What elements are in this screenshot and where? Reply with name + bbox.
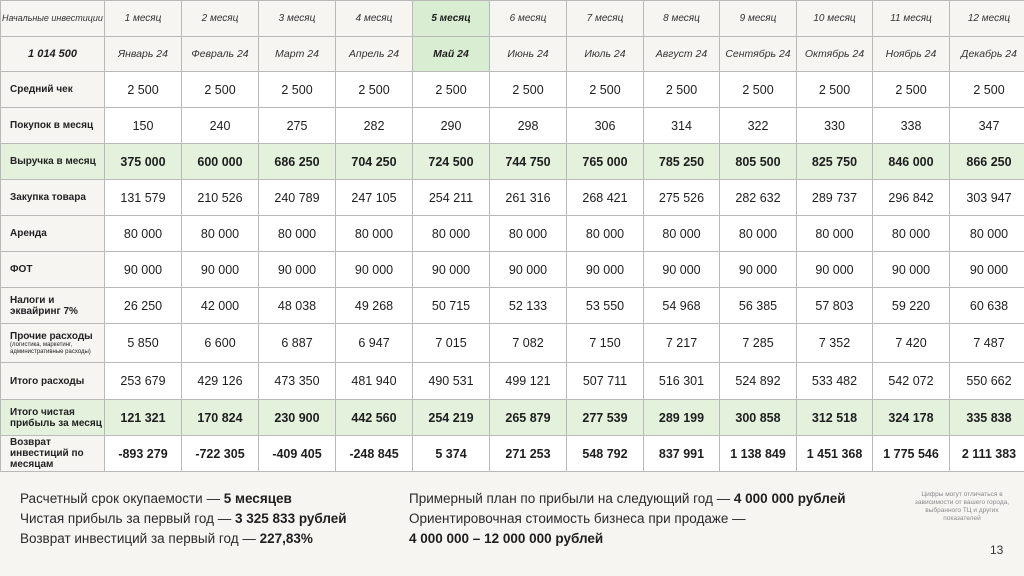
table-cell: 50 715 <box>413 288 490 324</box>
table-cell: 282 <box>336 108 413 144</box>
table-cell: 254 219 <box>413 400 490 436</box>
table-cell: 80 000 <box>720 216 797 252</box>
row-label <box>1 288 105 324</box>
table-row <box>1 180 1024 216</box>
table-cell: 2 500 <box>413 72 490 108</box>
table-cell: 481 940 <box>336 363 413 400</box>
table-cell: 5 374 <box>413 436 490 472</box>
month-number-cell: 10 месяц <box>797 1 873 37</box>
table-cell: 240 <box>182 108 259 144</box>
table-cell: 90 000 <box>950 252 1024 288</box>
row-label-text: Прочие расходы <box>10 330 93 342</box>
table-cell: 60 638 <box>950 288 1024 324</box>
month-number-cell: 8 месяц <box>644 1 720 37</box>
table-cell: 170 824 <box>182 400 259 436</box>
table-cell: 253 679 <box>105 363 182 400</box>
table-cell: 80 000 <box>644 216 720 252</box>
table-cell: -722 305 <box>182 436 259 472</box>
month-number-cell: 12 месяц <box>950 1 1024 37</box>
table-cell: -893 279 <box>105 436 182 472</box>
table-cell: 90 000 <box>182 252 259 288</box>
table-cell: 805 500 <box>720 144 797 180</box>
table-cell: 550 662 <box>950 363 1024 400</box>
month-number-cell: 11 месяц <box>873 1 950 37</box>
row-label-text: Итого расходы <box>10 375 85 387</box>
row-label <box>1 216 105 252</box>
disclaimer-note: Цифры могут отличаться в зависимости от вашего города, выбранного ТЦ и других показателей <box>914 491 1010 522</box>
table-cell: -248 845 <box>336 436 413 472</box>
table-row <box>1 108 1024 144</box>
table-cell: 90 000 <box>490 252 567 288</box>
row-label-text: Итого чистая прибыль за месяц <box>10 406 102 429</box>
table-cell: 90 000 <box>797 252 873 288</box>
table-cell: 59 220 <box>873 288 950 324</box>
table-cell: 150 <box>105 108 182 144</box>
table-cell: 338 <box>873 108 950 144</box>
business-value-label: Ориентировочная стоимость бизнеса при продаже — <box>409 511 746 526</box>
table-cell: 314 <box>644 108 720 144</box>
net-profit-line <box>20 509 347 529</box>
row-label <box>1 180 105 216</box>
month-number-cell: 6 месяц <box>490 1 567 37</box>
table-cell: 80 000 <box>259 216 336 252</box>
table-cell: 275 <box>259 108 336 144</box>
table-cell: 5 850 <box>105 324 182 363</box>
table-cell: 7 150 <box>567 324 644 363</box>
table-cell: 275 526 <box>644 180 720 216</box>
table-cell: 2 500 <box>567 72 644 108</box>
table-cell: 303 947 <box>950 180 1024 216</box>
table-cell: 548 792 <box>567 436 644 472</box>
table-cell: 765 000 <box>567 144 644 180</box>
table-cell: 261 316 <box>490 180 567 216</box>
table-row <box>1 252 1024 288</box>
table-cell: 90 000 <box>873 252 950 288</box>
table-cell: 533 482 <box>797 363 873 400</box>
row-label <box>1 363 105 400</box>
month-number-cell: 2 месяц <box>182 1 259 37</box>
row-label <box>1 108 105 144</box>
table-cell: 499 121 <box>490 363 567 400</box>
table-cell: 298 <box>490 108 567 144</box>
table-cell: 1 775 546 <box>873 436 950 472</box>
table-cell: 524 892 <box>720 363 797 400</box>
table-cell: 473 350 <box>259 363 336 400</box>
table-cell: 80 000 <box>413 216 490 252</box>
table-cell: 57 803 <box>797 288 873 324</box>
month-number-cell: 4 месяц <box>336 1 413 37</box>
table-cell: 2 500 <box>797 72 873 108</box>
month-number-cell: 3 месяц <box>259 1 336 37</box>
row-label <box>1 144 105 180</box>
table-cell: 54 968 <box>644 288 720 324</box>
page-number: 13 <box>990 543 1004 557</box>
table-cell: 289 737 <box>797 180 873 216</box>
table-cell: 121 321 <box>105 400 182 436</box>
table-cell: 837 991 <box>644 436 720 472</box>
table-cell: 90 000 <box>259 252 336 288</box>
net-profit-value: 3 325 833 рублей <box>235 511 347 526</box>
row-label <box>1 324 105 363</box>
table-cell: 80 000 <box>797 216 873 252</box>
table-row <box>1 363 1024 400</box>
table-cell: 2 500 <box>720 72 797 108</box>
table-cell: 1 138 849 <box>720 436 797 472</box>
table-cell: 2 111 383 <box>950 436 1024 472</box>
table-cell: 254 211 <box>413 180 490 216</box>
table-cell: -409 405 <box>259 436 336 472</box>
row-label-text: Закупка товара <box>10 192 86 203</box>
row-label-text: Средний чек <box>10 84 73 95</box>
table-cell: 866 250 <box>950 144 1024 180</box>
table-cell: 7 352 <box>797 324 873 363</box>
table-cell: 52 133 <box>490 288 567 324</box>
table-cell: 744 750 <box>490 144 567 180</box>
table-cell: 686 250 <box>259 144 336 180</box>
row-label-text: ФОТ <box>10 264 33 275</box>
table-row <box>1 324 1024 363</box>
row-label-text: Покупок в месяц <box>10 120 94 131</box>
table-cell: 268 421 <box>567 180 644 216</box>
table-cell: 846 000 <box>873 144 950 180</box>
initial-investment-value: 1 014 500 <box>1 37 105 72</box>
table-cell: 2 500 <box>490 72 567 108</box>
month-name-cell: Июнь 24 <box>490 37 567 72</box>
table-cell: 210 526 <box>182 180 259 216</box>
table-cell: 324 178 <box>873 400 950 436</box>
table-cell: 2 500 <box>259 72 336 108</box>
table-cell: 704 250 <box>336 144 413 180</box>
month-name-cell: Июль 24 <box>567 37 644 72</box>
table-cell: 289 199 <box>644 400 720 436</box>
table-cell: 507 711 <box>567 363 644 400</box>
table-cell: 80 000 <box>567 216 644 252</box>
table-cell: 230 900 <box>259 400 336 436</box>
roi-line <box>20 529 347 549</box>
month-number-cell: 7 месяц <box>567 1 644 37</box>
table-cell: 2 500 <box>873 72 950 108</box>
month-name-cell: Август 24 <box>644 37 720 72</box>
table-cell: 490 531 <box>413 363 490 400</box>
table-cell: 80 000 <box>950 216 1024 252</box>
table-cell: 2 500 <box>182 72 259 108</box>
table-row <box>1 288 1024 324</box>
row-label <box>1 436 105 472</box>
row-label-text: Аренда <box>10 228 47 239</box>
table-cell: 7 082 <box>490 324 567 363</box>
table-cell: 6 887 <box>259 324 336 363</box>
table-cell: 48 038 <box>259 288 336 324</box>
table-cell: 600 000 <box>182 144 259 180</box>
table-cell: 271 253 <box>490 436 567 472</box>
table-cell: 2 500 <box>950 72 1024 108</box>
table-cell: 375 000 <box>105 144 182 180</box>
row-label <box>1 252 105 288</box>
table-row <box>1 144 1024 180</box>
row-label-text: Налоги и эквайринг 7% <box>10 294 78 317</box>
table-cell: 442 560 <box>336 400 413 436</box>
month-name-cell: Ноябрь 24 <box>873 37 950 72</box>
table-cell: 26 250 <box>105 288 182 324</box>
table-cell: 6 947 <box>336 324 413 363</box>
table-cell: 7 015 <box>413 324 490 363</box>
table-cell: 56 385 <box>720 288 797 324</box>
next-year-plan-value: 4 000 000 рублей <box>733 491 846 506</box>
table-cell: 306 <box>567 108 644 144</box>
table-cell: 7 285 <box>720 324 797 363</box>
table-cell: 347 <box>950 108 1024 144</box>
table-cell: 247 105 <box>336 180 413 216</box>
table-cell: 290 <box>413 108 490 144</box>
table-cell: 80 000 <box>873 216 950 252</box>
table-cell: 724 500 <box>413 144 490 180</box>
summary-left <box>20 489 347 549</box>
row-sublabel-text: (логистика, маркетинг, административные расходы) <box>10 341 91 355</box>
month-name-cell: Март 24 <box>259 37 336 72</box>
roi-label: Возврат инвестиций за первый год — <box>20 531 260 546</box>
table-cell: 53 550 <box>567 288 644 324</box>
table-cell: 7 217 <box>644 324 720 363</box>
table-cell: 785 250 <box>644 144 720 180</box>
table-cell: 90 000 <box>105 252 182 288</box>
table-cell: 80 000 <box>336 216 413 252</box>
table-cell: 322 <box>720 108 797 144</box>
month-name-cell: Февраль 24 <box>182 37 259 72</box>
table-cell: 265 879 <box>490 400 567 436</box>
month-name-cell: Май 24 <box>413 37 490 72</box>
table-row <box>1 72 1024 108</box>
table-cell: 2 500 <box>644 72 720 108</box>
table-cell: 90 000 <box>567 252 644 288</box>
row-label <box>1 400 105 436</box>
table-cell: 42 000 <box>182 288 259 324</box>
table-cell: 282 632 <box>720 180 797 216</box>
table-cell: 2 500 <box>105 72 182 108</box>
summary-right <box>409 489 846 549</box>
roi-value: 227,83% <box>259 531 313 546</box>
month-number-row <box>1 1 1024 37</box>
table-row <box>1 436 1024 472</box>
table-row <box>1 216 1024 252</box>
next-year-plan-line <box>409 489 846 509</box>
month-name-cell: Апрель 24 <box>336 37 413 72</box>
month-number-cell: 5 месяц <box>413 1 490 37</box>
table-cell: 131 579 <box>105 180 182 216</box>
table-cell: 240 789 <box>259 180 336 216</box>
table-row <box>1 400 1024 436</box>
table-cell: 277 539 <box>567 400 644 436</box>
table-cell: 429 126 <box>182 363 259 400</box>
table-cell: 296 842 <box>873 180 950 216</box>
month-number-cell: 9 месяц <box>720 1 797 37</box>
row-label <box>1 72 105 108</box>
table-cell: 330 <box>797 108 873 144</box>
table-cell: 335 838 <box>950 400 1024 436</box>
table-cell: 7 420 <box>873 324 950 363</box>
table-cell: 7 487 <box>950 324 1024 363</box>
business-value-amount: 4 000 000 – 12 000 000 рублей <box>409 531 604 546</box>
table-cell: 80 000 <box>490 216 567 252</box>
month-number-cell: 1 месяц <box>105 1 182 37</box>
table-cell: 90 000 <box>644 252 720 288</box>
table-cell: 516 301 <box>644 363 720 400</box>
table-cell: 2 500 <box>336 72 413 108</box>
month-name-row <box>1 37 1024 72</box>
table-cell: 542 072 <box>873 363 950 400</box>
table-cell: 825 750 <box>797 144 873 180</box>
table-cell: 80 000 <box>182 216 259 252</box>
row-label-text: Возврат инвестиций по месяцам <box>10 437 84 470</box>
table-cell: 300 858 <box>720 400 797 436</box>
table-cell: 6 600 <box>182 324 259 363</box>
payback-line <box>20 489 347 509</box>
payback-value: 5 месяцев <box>223 491 292 506</box>
payback-label: Расчетный срок окупаемости — <box>20 491 224 506</box>
month-name-cell: Сентябрь 24 <box>720 37 797 72</box>
net-profit-label: Чистая прибыль за первый год — <box>20 511 236 526</box>
table-cell: 80 000 <box>105 216 182 252</box>
row-label-text: Выручка в месяц <box>10 156 96 167</box>
table-cell: 90 000 <box>413 252 490 288</box>
table-cell: 312 518 <box>797 400 873 436</box>
business-value-range <box>409 529 846 549</box>
table-cell: 90 000 <box>720 252 797 288</box>
table-cell: 49 268 <box>336 288 413 324</box>
initial-investment-caption: Начальные инвестиции <box>1 1 105 37</box>
month-name-cell: Январь 24 <box>105 37 182 72</box>
month-name-cell: Октябрь 24 <box>797 37 873 72</box>
table-cell: 1 451 368 <box>797 436 873 472</box>
table-cell: 90 000 <box>336 252 413 288</box>
next-year-plan-label: Примерный план по прибыли на следующий год — <box>409 491 734 506</box>
month-name-cell: Декабрь 24 <box>950 37 1024 72</box>
